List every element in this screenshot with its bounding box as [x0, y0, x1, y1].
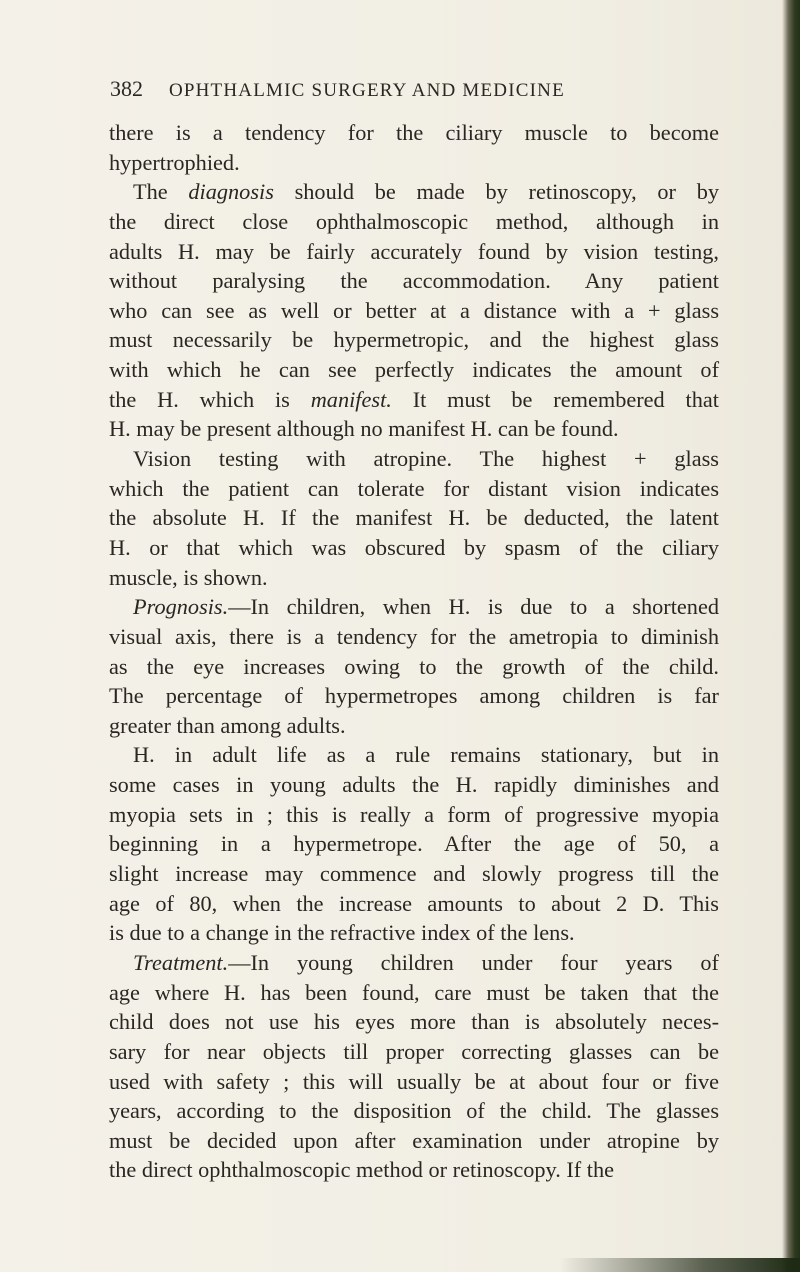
italic-term: Prognosis.: [133, 594, 229, 620]
text-segment: the direct ophthalmoscopic method or retinoscopy. If the: [109, 1157, 615, 1183]
text-line: [109, 296, 719, 326]
text-segment: sary for near objects till proper correcting glasses can be: [109, 1038, 719, 1064]
text-segment: must be decided upon after examination under atropine by: [109, 1127, 719, 1153]
italic-term: Treatment.: [133, 949, 229, 975]
text-segment: The percentage of hypermetropes among children is far: [109, 683, 719, 709]
text-segment: muscle, is shown.: [109, 564, 268, 590]
text-line: [109, 1126, 719, 1156]
text-line: [109, 266, 719, 296]
text-line: [109, 740, 719, 770]
text-segment: with which he can see perfectly indicates the amount of: [109, 357, 719, 383]
text-line: [109, 770, 719, 800]
text-line: [109, 503, 719, 533]
text-segment: The: [133, 179, 189, 205]
text-segment: there is a tendency for the ciliary muscle to become: [109, 120, 719, 145]
text-segment: should be made by retinoscopy, or by: [273, 179, 719, 205]
text-segment: which the patient can tolerate for distant vision indicates: [109, 475, 719, 501]
text-line: [109, 978, 719, 1008]
text-line: [109, 592, 719, 622]
text-segment: hypertrophied.: [109, 149, 240, 175]
text-segment: myopia sets in ; this is really a form of progressive myopia: [109, 801, 719, 827]
text-segment: must necessarily be hypermetropic, and the highest glass: [109, 327, 719, 353]
text-segment: the H. which is: [109, 386, 311, 412]
text-line: [109, 325, 719, 355]
binding-edge: [782, 0, 800, 1272]
text-line: [109, 711, 719, 741]
text-segment: used with safety ; this will usually be at about four or five: [109, 1068, 719, 1094]
text-segment: years, according to the disposition of the child. The glasses: [109, 1098, 719, 1124]
text-line: [109, 207, 719, 237]
text-line: [109, 1007, 719, 1037]
text-segment: age where H. has been found, care must be taken that the: [109, 979, 719, 1005]
text-segment: visual axis, there is a tendency for the ametropia to diminish: [109, 623, 719, 649]
text-line: [109, 1096, 719, 1126]
text-line: [109, 1067, 719, 1097]
text-line: [109, 622, 719, 652]
text-line: [109, 563, 719, 593]
body-text: [109, 118, 719, 1185]
text-line: [109, 118, 719, 148]
text-segment: without paralysing the accommodation. Any patient: [109, 268, 719, 294]
text-line: [109, 177, 719, 207]
text-segment: H. in adult life as a rule remains stationary, but in: [133, 742, 719, 768]
italic-term: manifest.: [310, 386, 392, 412]
text-segment: slight increase may commence and slowly progress till the: [109, 861, 719, 887]
text-segment: as the eye increases owing to the growth of the child.: [109, 653, 719, 679]
text-line: [109, 474, 719, 504]
text-segment: the direct close ophthalmoscopic method, although in: [109, 208, 719, 234]
text-segment: H. or that which was obscured by spasm of the ciliary: [109, 534, 719, 560]
text-line: [109, 1155, 719, 1185]
running-title: OPHTHALMIC SURGERY AND MEDICINE: [168, 80, 565, 101]
text-line: [109, 652, 719, 682]
text-segment: is due to a change in the refractive index of the lens.: [109, 920, 575, 946]
text-line: [109, 444, 719, 474]
text-line: [109, 385, 719, 415]
text-line: [109, 414, 719, 444]
italic-term: diagnosis: [188, 179, 274, 205]
text-segment: who can see as well or better at a distance with a + glass: [109, 297, 719, 323]
text-segment: greater than among adults.: [109, 712, 346, 738]
text-segment: It must be remembered that: [391, 386, 719, 412]
text-line: [109, 859, 719, 889]
text-line: [109, 918, 719, 948]
text-line: [109, 681, 719, 711]
text-line: [109, 1037, 719, 1067]
text-line: [109, 237, 719, 267]
text-segment: some cases in young adults the H. rapidly diminishes and: [109, 772, 719, 798]
text-line: [109, 148, 719, 178]
text-segment: the absolute H. If the manifest H. be deducted, the latent: [109, 505, 719, 531]
text-segment: Vision testing with atropine. The highest + glass: [133, 446, 719, 472]
text-segment: —In young children under four years of: [228, 949, 719, 975]
text-line: [109, 533, 719, 563]
text-line: [109, 800, 719, 830]
running-header: [110, 76, 670, 108]
text-segment: age of 80, when the increase amounts to about 2 D. This: [109, 890, 719, 916]
text-segment: beginning in a hypermetrope. After the age of 50, a: [109, 831, 719, 857]
text-line: [109, 829, 719, 859]
text-line: [109, 889, 719, 919]
text-segment: adults H. may be fairly accurately found by vision testing,: [109, 238, 719, 264]
text-line: [109, 355, 719, 385]
page-corner-shadow: [560, 1258, 800, 1272]
text-segment: H. may be present although no manifest H. can be found.: [109, 416, 619, 442]
text-segment: child does not use his eyes more than is absolutely neces-: [109, 1009, 719, 1035]
text-segment: —In children, when H. is due to a shortened: [228, 594, 719, 620]
text-line: [109, 948, 719, 978]
page-number: 382: [110, 76, 143, 101]
